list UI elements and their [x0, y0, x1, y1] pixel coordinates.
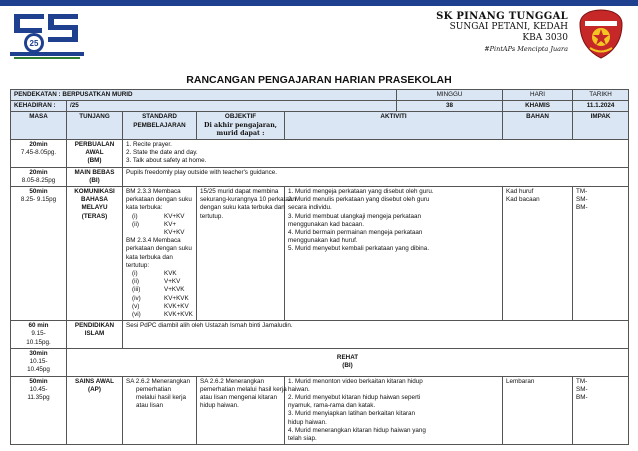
impact-cell	[573, 187, 629, 321]
standard-line: perkataan dengan suku	[126, 245, 192, 253]
tunjang-line: (TERAS)	[81, 212, 108, 220]
day-value: KHAMIS	[503, 101, 573, 112]
time-range: 10.15pg.	[26, 338, 51, 346]
col-masa: MASA	[11, 112, 67, 140]
activity-cell: Pupils freedomly play outside with teacher's guidance.	[123, 167, 629, 186]
standard-cell	[123, 376, 197, 445]
info-row-1	[11, 90, 629, 101]
duration: 30min	[29, 349, 48, 357]
col-objektif-title: OBJEKTIF	[224, 113, 257, 121]
time-cell	[11, 348, 67, 376]
standard-line: melalui hasil kerja	[136, 393, 187, 401]
tunjang-line: MAIN BEBAS	[74, 168, 115, 176]
tunjang-line: (BM)	[87, 157, 102, 165]
standard-subitem: (i) KV+KV	[132, 212, 185, 220]
duration: 50min	[29, 377, 48, 385]
impact-line: SM-	[576, 196, 588, 204]
objective-line: pemerhatian melalui hasil kerja	[200, 385, 287, 393]
material-line: Kad huruf	[506, 188, 534, 196]
week-label: MINGGU	[397, 90, 503, 101]
activity-cell: Sesi PdPC diambil alih oleh Ustazah Ismah binti Jamaludin.	[123, 321, 629, 349]
emblem-badge-text: 25	[29, 39, 39, 48]
standard-line: kata terbuka:	[126, 204, 163, 212]
col-tunjang: TUNJANG	[67, 112, 123, 140]
standard-cell	[123, 187, 197, 321]
activity-line: menggunakan kad bacaan.	[288, 220, 364, 228]
tunjang-line: SAINS AWAL	[75, 377, 114, 385]
school-emblem-25-icon	[4, 8, 90, 60]
school-name: SK PINANG TUNGGAL	[436, 11, 568, 22]
standard-line: pemerhatian	[136, 385, 172, 393]
time-range: 10.45pg	[27, 366, 50, 374]
impact-line: TM-	[576, 377, 588, 385]
objective-line: 15/25 murid dapat membina	[200, 188, 279, 196]
document-title: RANCANGAN PENGAJARAN HARIAN PRASEKOLAH	[186, 74, 452, 86]
date-value: 11.1.2024	[573, 101, 629, 112]
time-range: 10.15-	[29, 358, 48, 366]
impact-line: SM-	[576, 385, 588, 393]
standard-line: atau lisan	[136, 402, 163, 410]
time-cell	[11, 376, 67, 445]
time-cell	[11, 187, 67, 321]
table-row	[11, 187, 629, 321]
table-row	[11, 376, 629, 445]
activity-line: 3. Murid menyiapkan latihan berkaitan kitaran	[288, 410, 416, 418]
school-crest-icon	[576, 8, 626, 60]
activity-line: 2. Murid menulis perkataan yang disebut oleh guru	[288, 196, 430, 204]
break-label: REHAT	[336, 353, 359, 361]
activity-line: menggunakan kad huruf.	[288, 237, 358, 245]
school-code: KBA 3030	[522, 33, 568, 43]
duration: 20min	[29, 168, 48, 176]
col-aktiviti: AKTIVITI	[285, 112, 503, 140]
activity-line: 3. Talk about safety at home.	[126, 157, 207, 165]
time-range: 8.25- 9.15pg	[20, 196, 57, 204]
tunjang-line: PENDIDIKAN	[74, 322, 115, 330]
impact-line: BM-	[576, 393, 588, 401]
duration: 60 min	[28, 322, 49, 330]
activity-line: 4. Murid menerangkan kitaran hidup haiwan yang	[288, 426, 426, 434]
objective-line: dengan suku kata terbuka dan	[200, 204, 285, 212]
school-motto: #PintAPs Mencipta Juara	[484, 45, 568, 53]
col-objektif	[197, 112, 285, 140]
materials-cell	[503, 376, 573, 445]
tunjang-line: MELAYU	[81, 204, 108, 212]
activity-line: hidup haiwan.	[288, 418, 327, 426]
activity-line: haiwan.	[288, 385, 310, 393]
standard-subitem: (iii) V+KVK	[132, 286, 185, 294]
activity-line: 2. Murid menyebut kitaran hidup haiwan seperti	[288, 393, 421, 401]
time-range: 7.45-8.05pg.	[20, 149, 57, 157]
top-accent-bar	[0, 0, 638, 6]
activity-line: 5. Murid menyebut kembali perkataan yang dibina.	[288, 245, 430, 253]
activity-line: 2. State the date and day.	[126, 149, 198, 157]
tunjang-line: (AP)	[88, 385, 101, 393]
activity-cell	[123, 140, 629, 168]
material-line: Kad bacaan	[506, 196, 540, 204]
objective-line: tertutup.	[200, 212, 224, 220]
tunjang-cell	[67, 167, 123, 186]
time-range: 9.15-	[31, 330, 46, 338]
col-standard: STANDARD PEMBELAJARAN	[123, 112, 197, 140]
table-row	[11, 167, 629, 186]
col-impak: IMPAK	[573, 112, 629, 140]
activity-line: nyamuk, rama-rama dan katak.	[288, 402, 376, 410]
time-cell	[11, 321, 67, 349]
standard-line: tertutup:	[126, 261, 150, 269]
tunjang-cell	[67, 187, 123, 321]
tunjang-line: (BI)	[89, 176, 100, 184]
activity-line: telah siap.	[288, 434, 317, 442]
break-language: (BI)	[342, 362, 353, 370]
time-range: 8.05-8.25pg	[21, 176, 56, 184]
duration: 20min	[29, 141, 48, 149]
standard-line: BM 2.3.4 Membaca	[126, 237, 181, 245]
material-line: Lembaran	[506, 377, 535, 385]
school-name-block	[436, 11, 568, 55]
attendance-label: KEHADIRAN :	[11, 101, 67, 112]
standard-line: SA 2.6.2 Menerangkan	[126, 377, 191, 385]
standard-line: perkataan dengan suku	[126, 196, 192, 204]
school-location: SUNGAI PETANI, KEDAH	[449, 22, 568, 32]
activity-cell	[285, 376, 503, 445]
day-label: HARI	[503, 90, 573, 101]
tunjang-cell	[67, 140, 123, 168]
standard-subitem: (v) KVK+KV	[132, 302, 189, 310]
activity-line: 1. Recite prayer.	[126, 141, 172, 149]
objective-line: hidup haiwan.	[200, 402, 239, 410]
tunjang-line: BAHASA	[81, 196, 108, 204]
info-row-2	[11, 101, 629, 112]
table-row	[11, 321, 629, 349]
standard-subitem: (i) KVK	[132, 270, 177, 278]
activity-line: 1. Murid menonton video berkaitan kitaran hidup	[288, 377, 423, 385]
impact-line: TM-	[576, 188, 588, 196]
activity-cell	[285, 187, 503, 321]
table-row	[11, 140, 629, 168]
attendance-value: /25	[67, 101, 397, 112]
objective-line: sekurang-kurangnya 10 perkataan	[200, 196, 296, 204]
tunjang-cell	[67, 321, 123, 349]
objective-cell	[197, 187, 296, 321]
standard-line: BM 2.3.3 Membaca	[126, 188, 181, 196]
activity-line: secara individu.	[288, 204, 332, 212]
standard-subitem: (vi) KVK+KVK	[132, 311, 193, 319]
column-header-row	[11, 112, 629, 140]
time-range: 11.35pg	[27, 393, 50, 401]
tunjang-line: KOMUNIKASI	[74, 188, 115, 196]
time-cell	[11, 167, 67, 186]
objective-cell	[197, 376, 285, 445]
time-range: 10.45-	[29, 385, 48, 393]
col-bahan: BAHAN	[503, 112, 573, 140]
duration: 50min	[29, 188, 48, 196]
week-value: 38	[397, 101, 503, 112]
materials-cell	[503, 187, 573, 321]
approach-cell: PENDEKATAN : BERPUSATKAN MURID	[11, 90, 397, 101]
col-objektif-subtitle: Di akhir pengajaran, murid dapat :	[204, 121, 277, 137]
objective-line: atau lisan mengenai kitaran	[200, 393, 278, 401]
tunjang-line: PERBUALAN	[74, 141, 115, 149]
tunjang-line: ISLAM	[84, 330, 105, 338]
activity-line: 3. Murid membuat ulangkaji mengeja perkataan	[288, 212, 422, 220]
tunjang-line: AWAL	[85, 149, 104, 157]
table-row	[11, 348, 629, 376]
time-cell	[11, 140, 67, 168]
break-cell	[67, 348, 629, 376]
standard-subitem: KV+KV	[164, 229, 185, 237]
impact-line: BM-	[576, 204, 588, 212]
activity-line: 1. Murid mengeja perkataan yang disebut oleh guru.	[288, 188, 434, 196]
date-label: TARIKH	[573, 90, 629, 101]
activity-line: 4. Murid bermain permainan mengeja perkataan	[288, 229, 423, 237]
standard-subitem: (iv) KV+KVK	[132, 294, 189, 302]
standard-line: kata terbuka dan	[126, 253, 173, 261]
objective-line: SA 2.6.2 Menerangkan	[200, 377, 265, 385]
impact-cell	[573, 376, 629, 445]
standard-subitem: (ii) V+KV	[132, 278, 181, 286]
tunjang-cell	[67, 376, 123, 445]
lesson-plan-table	[10, 89, 629, 445]
standard-subitem: (ii) KV+	[132, 220, 177, 228]
